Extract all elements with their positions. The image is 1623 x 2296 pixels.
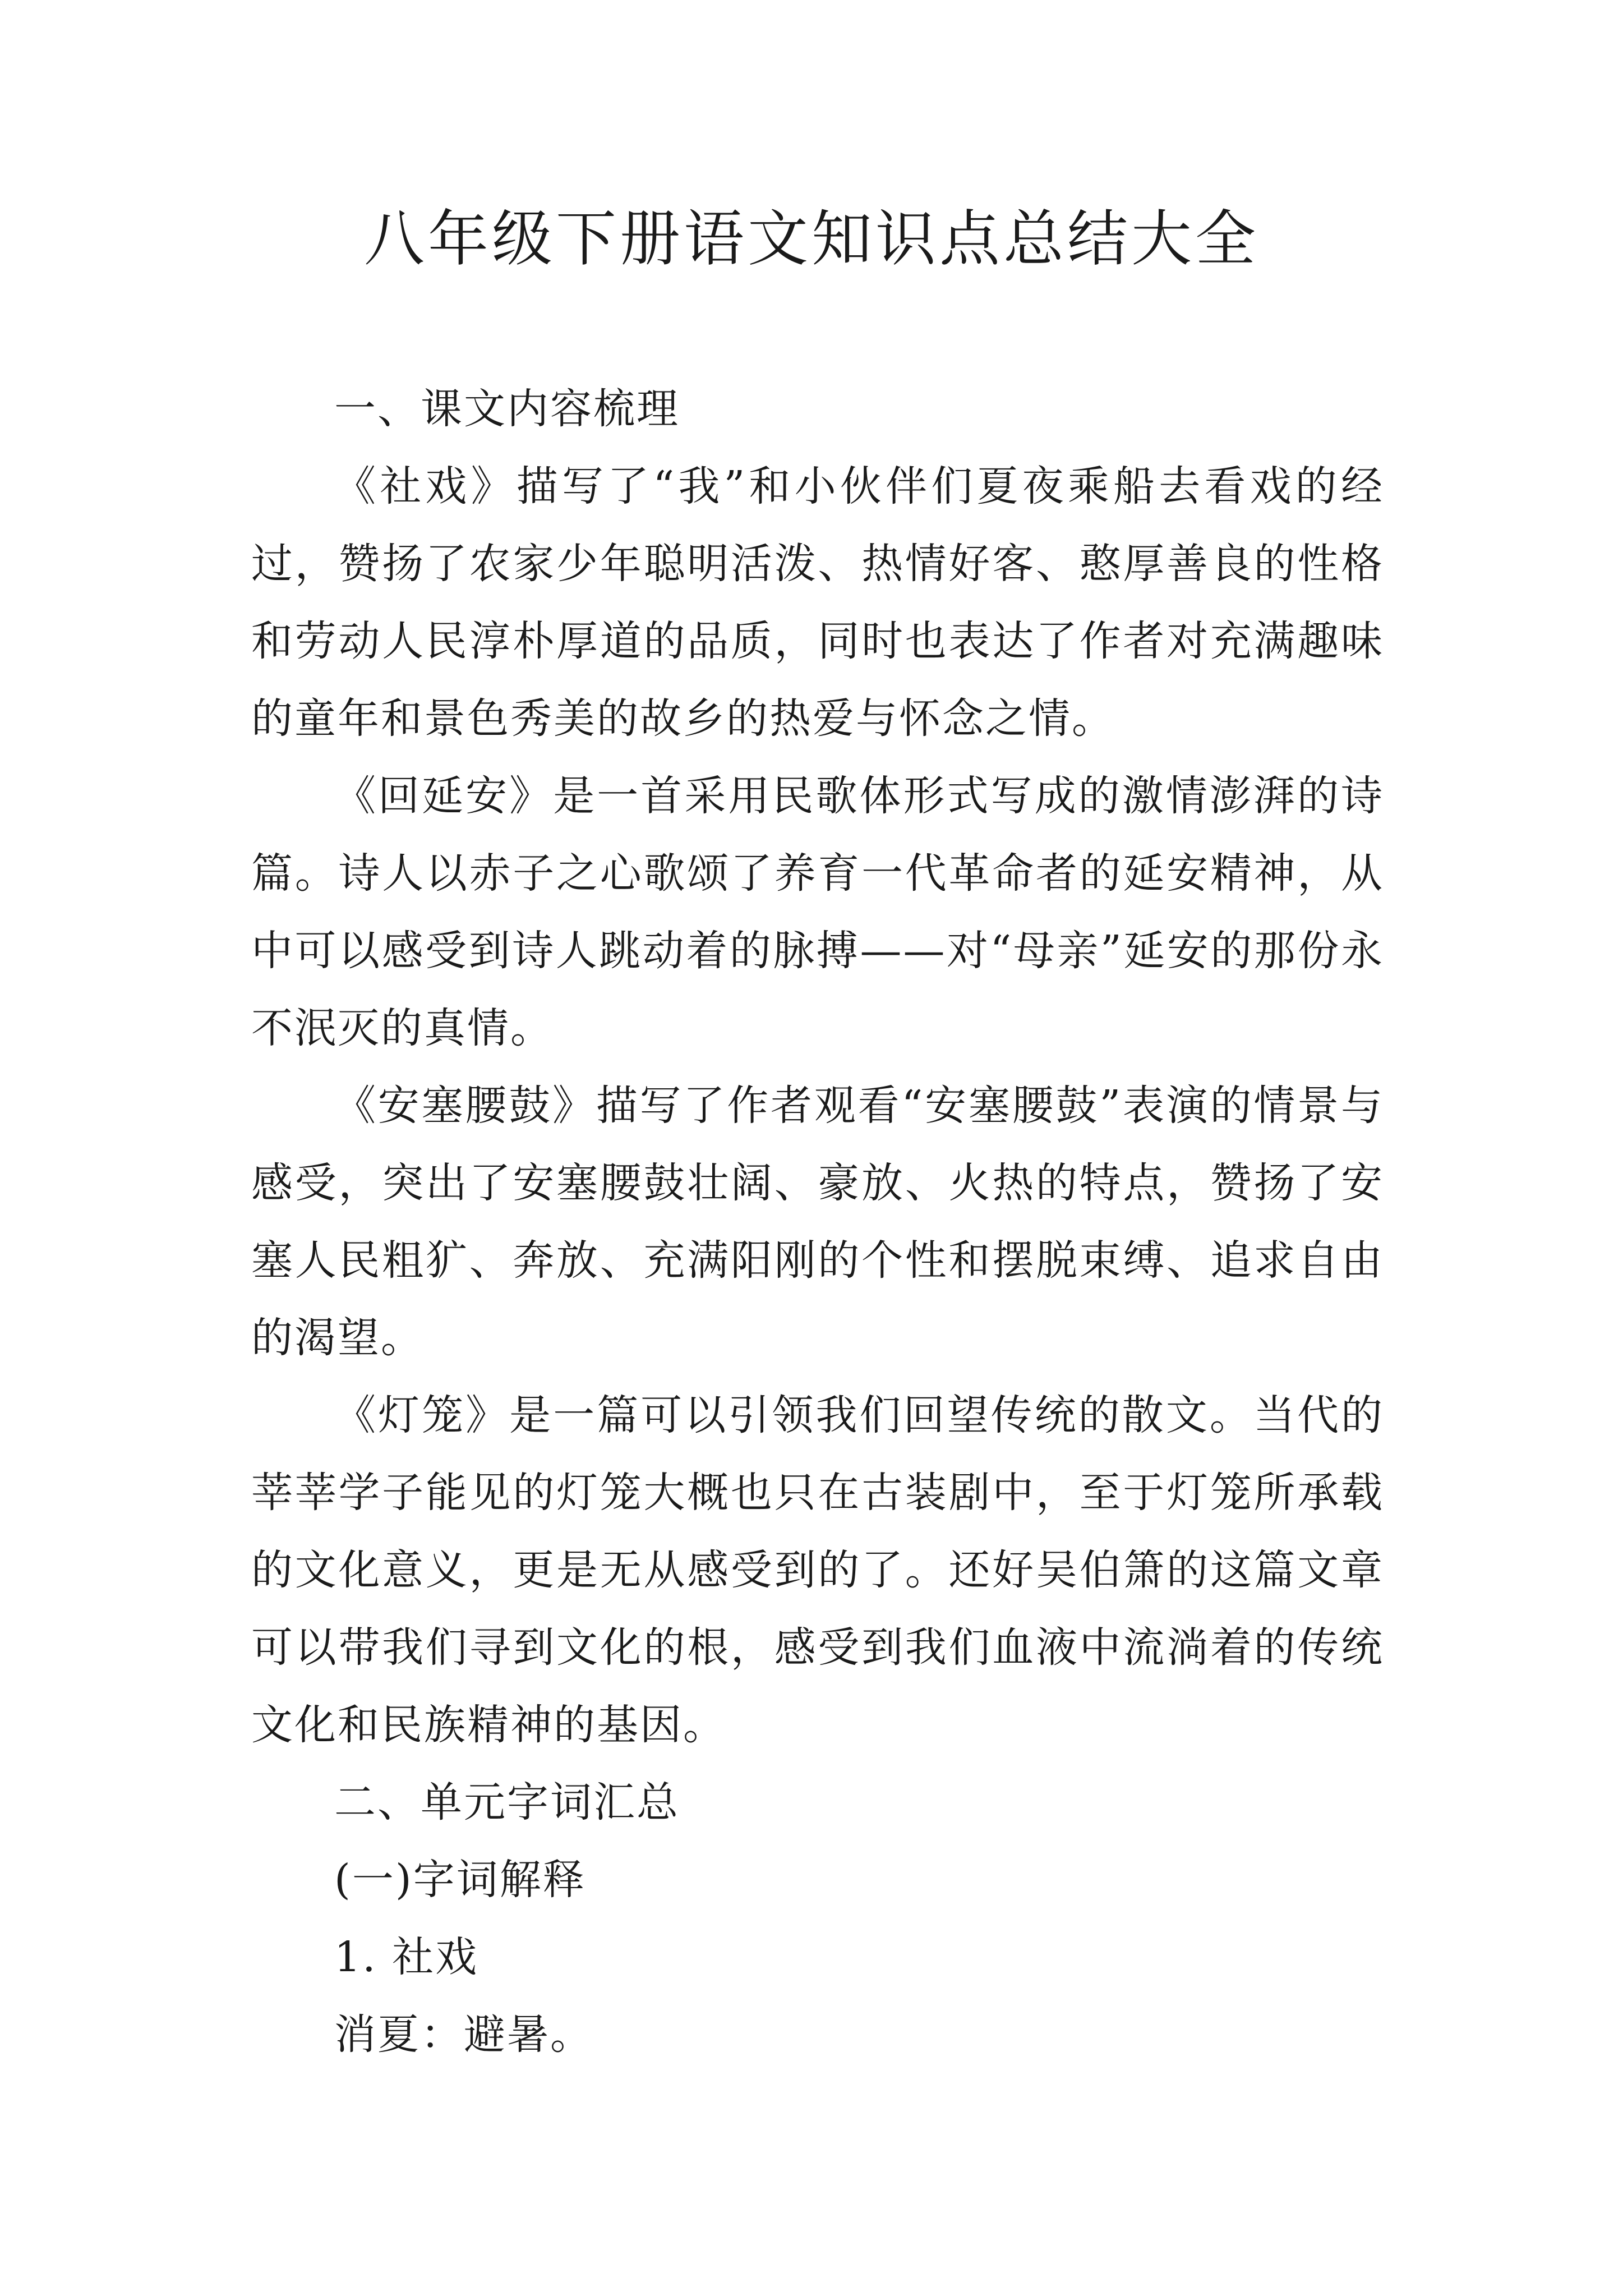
lesson-heading-she-xi: 1. 社戏 <box>334 1933 479 1981</box>
paragraph-hui-yanan: 《回延安》是一首采用民歌体形式写成的激情澎湃的诗篇。诗人以赤子之心歌颂了养育一代革命者的延安精神，从中可以感受到诗人跳动着的脉搏——对“母亲”延安的那份永不泯灭的真情。 <box>251 772 1384 1052</box>
document-title: 八年级下册语文知识点总结大全 <box>363 204 1259 274</box>
document-body <box>251 370 1384 2073</box>
section-heading-vocabulary: 二、单元字词汇总 <box>334 1778 680 1826</box>
section-heading-text-review: 一、课文内容梳理 <box>334 385 680 433</box>
vocab-entry-xiaoxia: 消夏：避暑。 <box>334 2010 593 2059</box>
paragraph-ansai-yaogu: 《安塞腰鼓》描写了作者观看“安塞腰鼓”表演的情景与感受，突出了安塞腰鼓壮阔、豪放、火热的特点，赞扬了安塞人民粗犷、奔放、充满阳刚的个性和摆脱束缚、追求自由的渴望。 <box>251 1082 1384 1362</box>
paragraph-she-xi: 《社戏》描写了“我”和小伙伴们夏夜乘船去看戏的经过，赞扬了农家少年聪明活泼、热情好客、憨厚善良的性格和劳动人民淳朴厚道的品质，同时也表达了作者对充满趣味的童年和景色秀美的故乡的热爱与怀念之情。 <box>251 462 1384 743</box>
paragraph-denglong: 《灯笼》是一篇可以引领我们回望传统的散文。当代的莘莘学子能见的灯笼大概也只在古装剧中，至于灯笼所承载的文化意义，更是无从感受到的了。还好吴伯箫的这篇文章可以带我们寻到文化的根，感受到我们血液中流淌着的传统文化和民族精神的基因。 <box>251 1391 1384 1749</box>
subsection-heading-word-explanation: (一)字词解释 <box>334 1856 586 1904</box>
